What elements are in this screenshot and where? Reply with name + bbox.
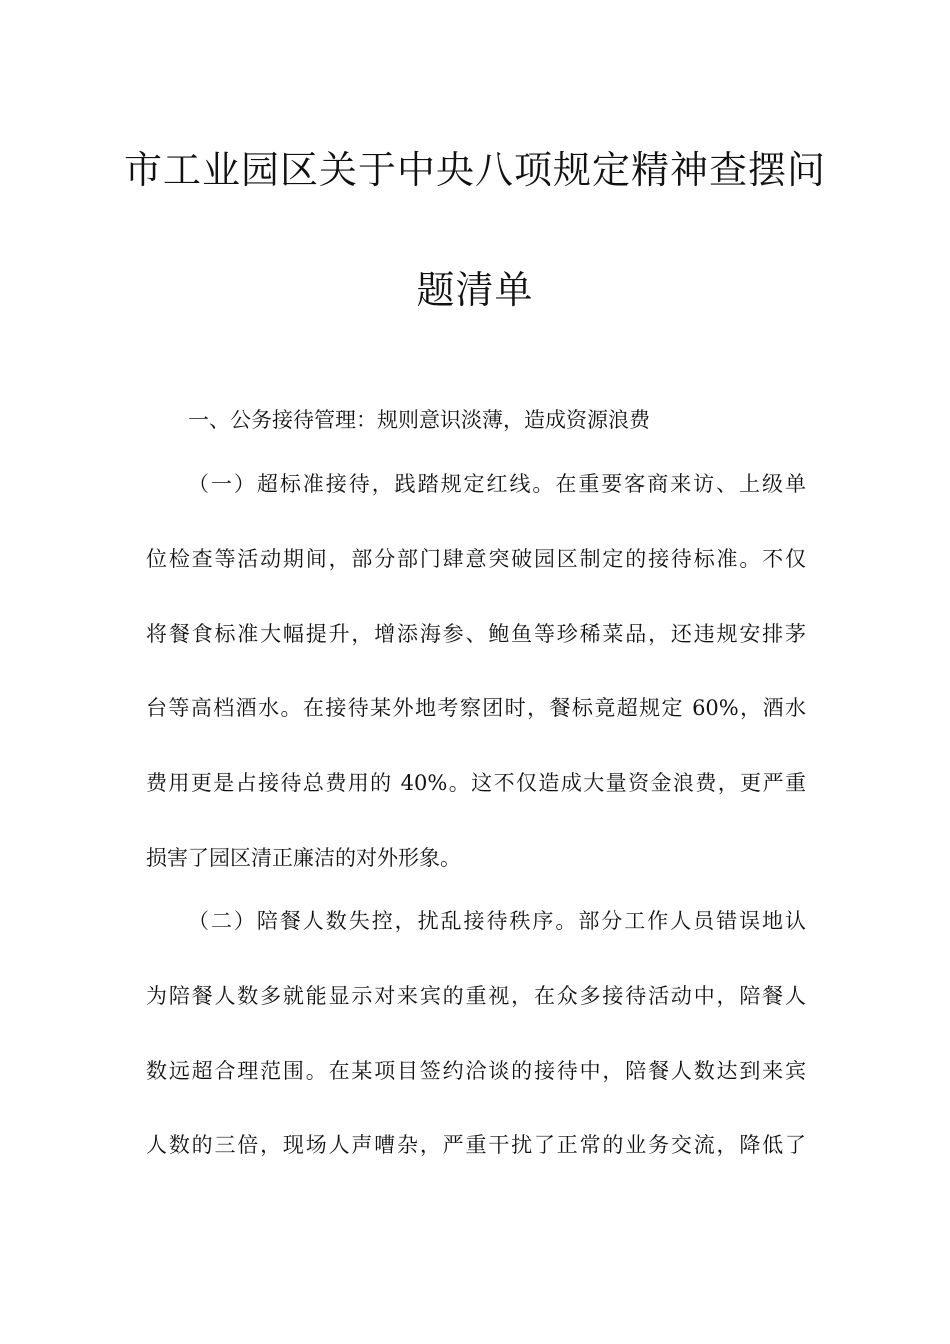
section-1-heading: 一、公务接待管理：规则意识淡薄，造成资源浪费 (188, 408, 650, 432)
paragraph-2-line-2: 为陪餐人数多就能显示对来宾的重视，在众多接待活动中，陪餐人 (146, 984, 806, 1008)
paragraph-1-line-2: 位检查等活动期间，部分部门肆意突破园区制定的接待标准。不仅 (146, 547, 806, 571)
paragraph-2-line-1: （二）陪餐人数失控，扰乱接待秩序。部分工作人员错误地认 (188, 909, 806, 933)
paragraph-2-line-4: 人数的三倍，现场人声嘈杂，严重干扰了正常的业务交流，降低了 (146, 1133, 806, 1157)
document-title-line-1: 市工业园区关于中央八项规定精神查摆问 (123, 148, 826, 192)
document-title-line-2: 题清单 (416, 268, 534, 312)
paragraph-1-line-6: 损害了园区清正廉洁的对外形象。 (146, 846, 461, 870)
paragraph-1-line-4: 台等高档酒水。在接待某外地考察团时，餐标竟超规定 60%，酒水 (146, 696, 806, 720)
paragraph-2-line-3: 数远超合理范围。在某项目签约洽谈的接待中，陪餐人数达到来宾 (146, 1059, 806, 1083)
paragraph-1-line-1: （一）超标准接待，践踏规定红线。在重要客商来访、上级单 (188, 472, 806, 496)
paragraph-1-line-5: 费用更是占接待总费用的 40%。这不仅造成大量资金浪费，更严重 (146, 771, 806, 795)
paragraph-1-line-3: 将餐食标准大幅提升，增添海参、鲍鱼等珍稀菜品，还违规安排茅 (146, 622, 806, 646)
